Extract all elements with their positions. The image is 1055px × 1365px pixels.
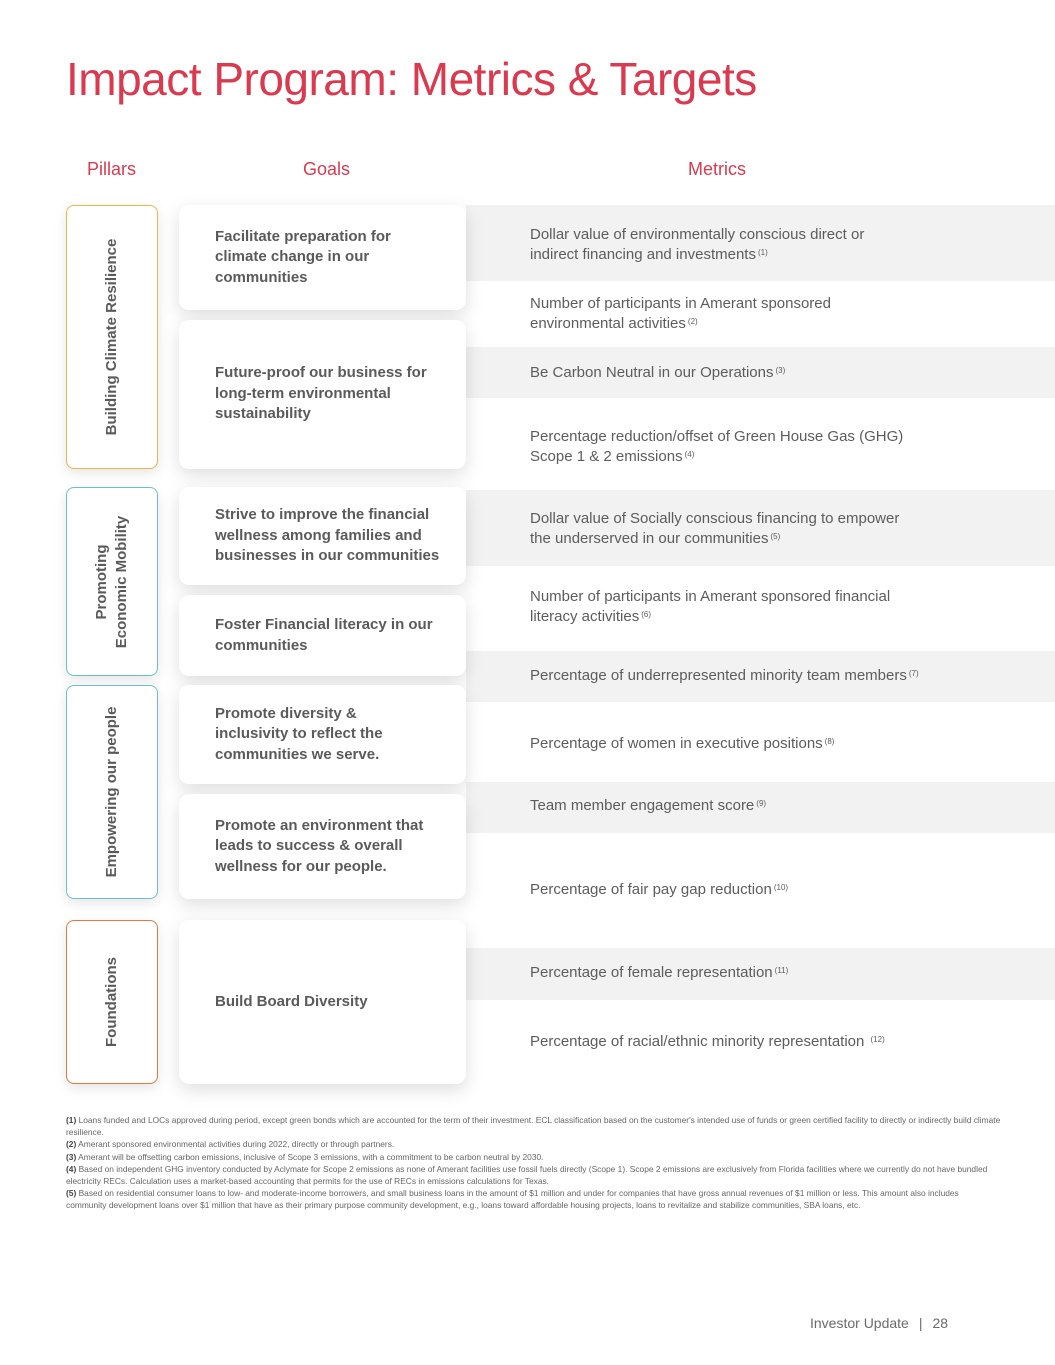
metric-item: Number of participants in Amerant sponsored environmental activities $^{(2)}$ [530,295,831,332]
footnote-ref: (7) [908,669,919,678]
page-number: 28 [932,1315,949,1331]
page-footer [810,1315,948,1331]
footnote: (1) Loans funded and LOCs approved during period, except green bonds which are accounted for the term of their investment. ECL classification based on the customer's intended use of funds or green certified facility to directly or indirectly build climate resilience. [66,1115,1001,1138]
footnote-ref: (5) [770,532,781,541]
column-header-pillars: Pillars [87,159,137,179]
goal-card: Strive to improve the financial wellness among families and businesses in our communities [179,487,466,585]
footnote: (4) Based on independent GHG inventory conducted by Aclymate for Scope 2 emissions as none of Amerant facilities use fossil fuels directly (Scope 1). Scope 2 emissions are exclusively from Florida facilities where we currently do not have bundled electricity RECs. Calculation uses a market-based accounting that permits for the use of RECs in emissions calculations for Texas. [66,1163,988,1187]
metric-item: Team member engagement score $^{(9)}$ [530,797,767,814]
footnote-ref: (6) [641,610,651,619]
page-title: Impact Program: Metrics & Targets [66,53,757,105]
pillar-promoting-economic-mobility [66,487,158,676]
footnotes [66,1114,1001,1212]
footnote-ref: (12) [870,1035,885,1044]
pillar-label: Empowering our people [103,706,120,878]
footer-separator: | [918,1315,923,1331]
goal-card: Foster Financial literacy in our communities [179,595,466,676]
footnote-ref: (3) [775,366,786,375]
metric-item: Number of participants in Amerant sponsored financial literacy activities $^{(6)}$ [530,588,891,625]
pillar-building-climate-resilience [66,205,158,469]
footnote-ref: (9) [756,799,767,808]
footer-label: Investor Update [810,1315,909,1331]
pillar-empowering-our-people [66,685,158,899]
footnote-ref: (10) [773,883,789,892]
pillar-label: Building Climate Resilience [103,238,120,436]
goal-card: Facilitate preparation for climate change in our communities [179,205,466,310]
footnote-ref: (2) [687,317,698,326]
goal-card: Promote diversity & inclusivity to reflect the communities we serve. [179,685,466,784]
metric-item: Be Carbon Neutral in our Operations $^{(3)}$ [530,364,786,381]
metric-item: Percentage of female representation $^{(11)}$ [530,964,789,981]
column-header-goals: Goals [303,159,351,179]
metric-item: Percentage of underrepresented minority team members $^{(7)}$ [530,667,919,684]
footnote: (5) Based on residential consumer loans to low- and moderate-income borrowers, and small business loans in the amount of $1 million and under for companies that have gross annual revenues of $1 million or less. This amount also includes community development loans over $1 million that have as their primary purpose community development, e.g., loans toward affordable housing projects, loans to revitalize and stabilize communities, SBA loans, etc. [66,1188,959,1211]
footnote-ref: (8) [824,737,835,746]
footnote-ref: (1) [757,248,768,257]
pillar-label: Foundations [103,957,120,1047]
footnote-ref: (11) [774,966,789,975]
goal-card: Promote an environment that leads to success & overall wellness for our people. [179,794,466,899]
pillar-label: Promoting Economic Mobility [93,515,130,648]
metric-item: Percentage of fair pay gap reduction $^{(10)}$ [530,881,789,898]
metric-item: Dollar value of environmentally conscious direct or indirect financing and investments $^{(1)}$ [530,226,865,263]
metric-item: Dollar value of Socially conscious financing to empower the underserved in our communities $^{(5)}$ [530,510,900,547]
pillar-foundations [66,920,158,1084]
column-header-metrics: Metrics [688,159,746,179]
metric-item: Percentage of racial/ethnic minority representation $^{(12)}$ [530,1033,885,1050]
footnote: (2) Amerant sponsored environmental activities during 2022, directly or through partners. [66,1139,395,1150]
metric-item: Percentage reduction/offset of Green House Gas (GHG) Scope 1 & 2 emissions $^{(4)}$ [530,428,904,465]
goal-card: Build Board Diversity [179,920,466,1084]
footnote: (3) Amerant will be offsetting carbon emissions, inclusive of Scope 3 emissions, with a commitment to be carbon neutral by 2030. [66,1151,544,1162]
metric-item: Percentage of women in executive positions $^{(8)}$ [530,735,835,752]
footnote-ref: (4) [684,450,695,459]
goal-card: Future-proof our business for long-term environmental sustainability [179,320,466,469]
